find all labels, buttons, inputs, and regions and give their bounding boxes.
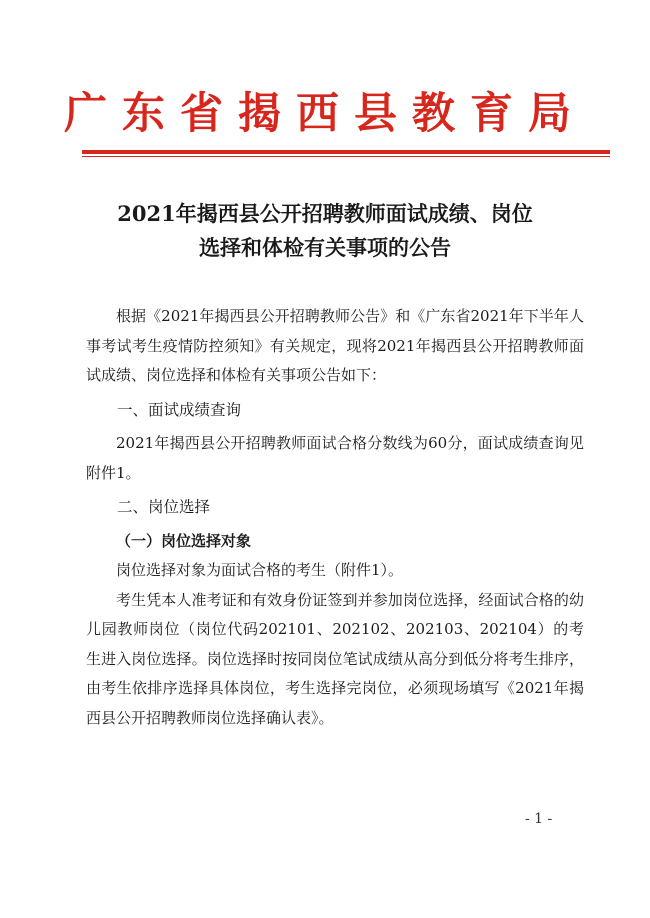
intro-paragraph: 根据《2021年揭西县公开招聘教师公告》和《广东省2021年下半年人事考试考生疫情防控须知》有关规定，现将2021年揭西县公开招聘教师面试成绩、岗位选择和体检有关事项公告如下： <box>86 307 584 384</box>
letterhead-org-name: 广东省揭西县教育局 <box>64 89 586 139</box>
letterhead-rule-thin <box>82 156 610 157</box>
title-line-1: 2021年揭西县公开招聘教师面试成绩、岗位 <box>117 201 533 226</box>
section-2-paragraph-1: 岗位选择对象为面试合格的考生（附件1）。 <box>116 561 404 579</box>
page-number: - 1 - <box>525 811 553 827</box>
section-2-paragraph-2: 考生凭本人准考证和有效身份证签到并参加岗位选择，经面试合格的幼儿园教师岗位（岗位代码202101、202102、202103、202104）的考生进入岗位选择。岗位选择时按同岗位笔试成绩从高分到低分将考生排序，由考生依排序选择具体岗位，考生选择完岗位，必须现场填写《2021年揭西县公开招聘教师岗位选择确认表》。 <box>86 590 584 727</box>
document-title <box>60 197 590 265</box>
section-2-subheading: （一）岗位选择对象 <box>116 531 252 550</box>
title-line-2: 选择和体检有关事项的公告 <box>199 235 451 260</box>
letterhead-rule-thick <box>82 150 610 154</box>
section-1-paragraph: 2021年揭西县公开招聘教师面试合格分数线为60分，面试成绩查询见附件1。 <box>86 434 584 482</box>
section-2-heading: 二、岗位选择 <box>117 498 211 516</box>
document-body <box>86 302 584 733</box>
section-1-heading: 一、面试成绩查询 <box>117 400 242 419</box>
